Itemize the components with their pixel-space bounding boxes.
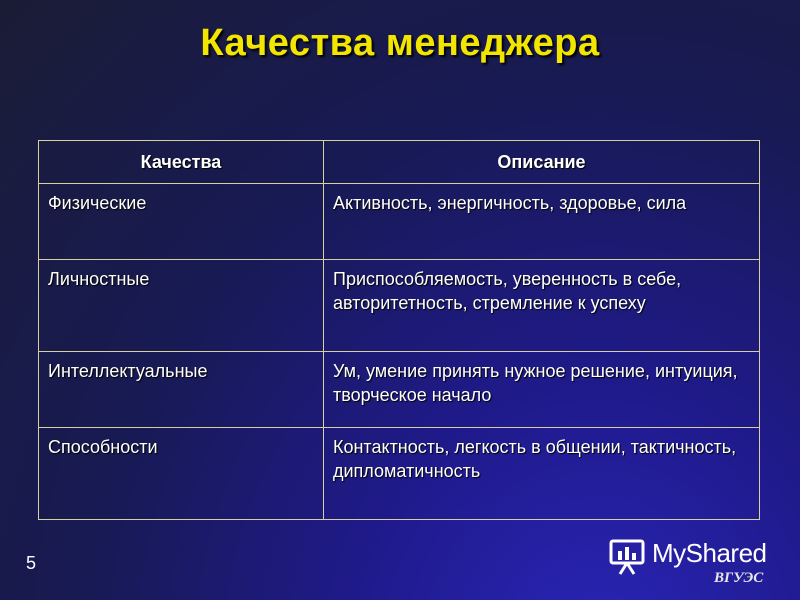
- watermark-logo[interactable]: [608, 536, 788, 596]
- presentation-board-icon: [608, 538, 648, 581]
- description-cell: Активность, энергичность, здоровье, сила: [324, 184, 760, 260]
- watermark-brand: MyShared: [652, 538, 767, 568]
- slide-title: Качества менеджера: [200, 22, 600, 64]
- description-cell: Контактность, легкость в общении, тактичность, дипломатичность: [324, 428, 760, 520]
- description-cell: Ум, умение принять нужное решение, интуиция, творческое начало: [324, 352, 760, 428]
- watermark-sub: ВГУЭС: [714, 570, 764, 586]
- table-row: [39, 184, 760, 260]
- table-header-row: [39, 141, 760, 184]
- table-row: [39, 260, 760, 352]
- header-description: Описание: [324, 141, 760, 184]
- header-qualities: Качества: [39, 141, 324, 184]
- description-cell: Приспособляемость, уверенность в себе, авторитетность, стремление к успеху: [324, 260, 760, 352]
- qualities-table: [38, 140, 760, 520]
- table-row: [39, 428, 760, 520]
- quality-cell: Личностные: [39, 260, 324, 352]
- quality-cell: Способности: [39, 428, 324, 520]
- page-number: 5: [26, 553, 37, 573]
- table-row: [39, 352, 760, 428]
- quality-cell: Интеллектуальные: [39, 352, 324, 428]
- quality-cell: Физические: [39, 184, 324, 260]
